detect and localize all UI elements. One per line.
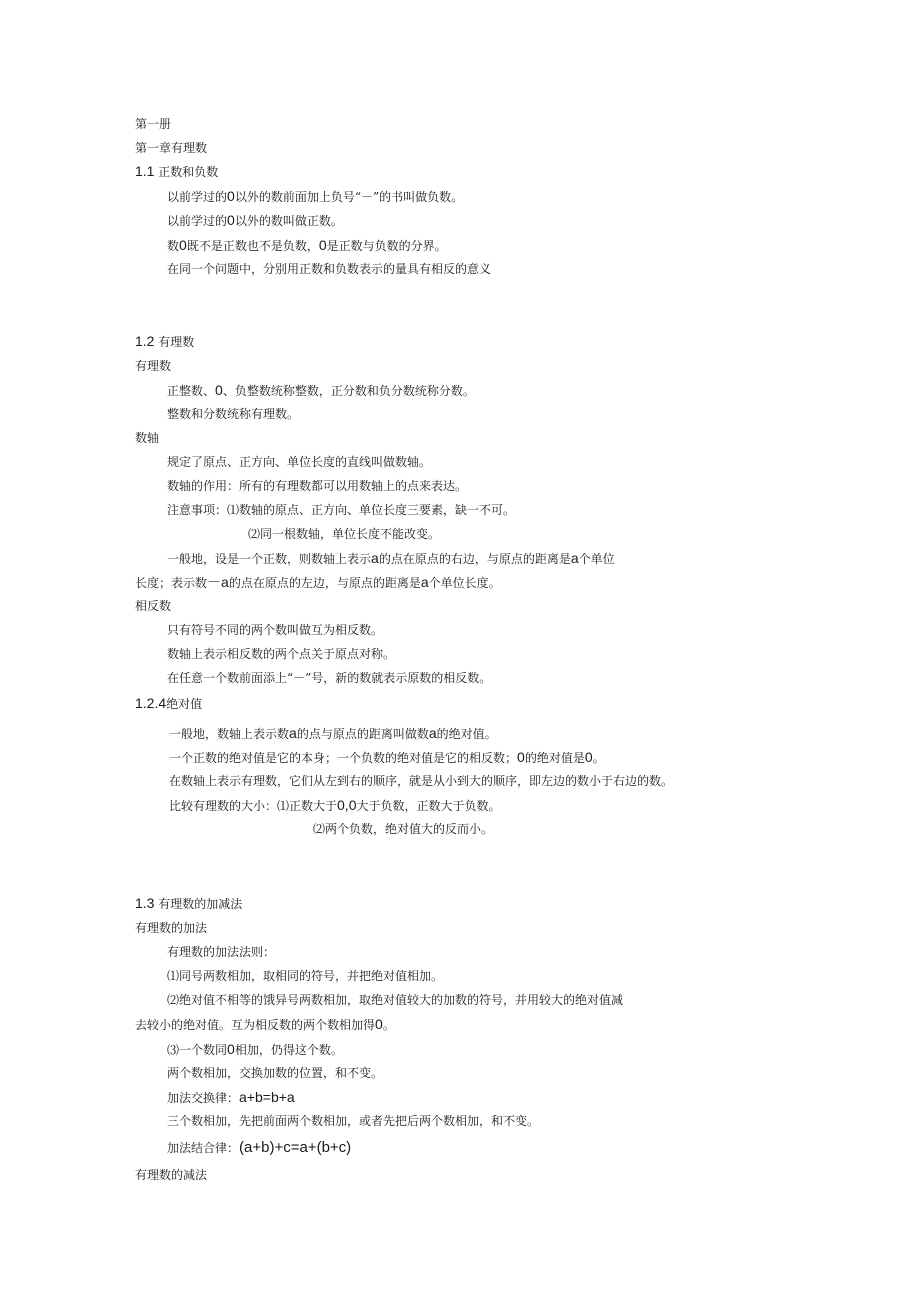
paragraph: ⑵绝对值不相等的饿异号两数相加，取绝对值较大的加数的符号，并用较大的绝对值减 — [167, 993, 624, 1007]
paragraph: ⑶一个数同0相加，仍得这个数。 — [167, 1041, 343, 1057]
section-1-2-4-heading — [135, 695, 202, 712]
paragraph: 在同一个问题中，分别用正数和负数表示的量具有相反的意义 — [167, 262, 492, 276]
section-title: 有理数 — [158, 335, 195, 349]
chapter-title: 第一章有理数 — [135, 141, 208, 155]
subheading: 相反数 — [135, 599, 172, 613]
paragraph: 一个正数的绝对值是它的本身；一个负数的绝对值是它的相反数；0的绝对值是0。 — [169, 749, 605, 765]
paragraph: 只有符号不同的两个数叫做互为相反数。 — [167, 623, 384, 637]
paragraph: 以前学过的0以外的数叫做正数。 — [167, 212, 343, 228]
section-title: 有理数的加减法 — [158, 897, 243, 911]
section-number: 1.2 — [135, 333, 155, 349]
section-title: 正数和负数 — [158, 165, 219, 179]
formula: (a+b)+c=a+(b+c) — [239, 1139, 352, 1156]
paragraph: 加法交换律：a+b=b+a — [167, 1089, 295, 1105]
paragraph: 正整数、0、负整数统称整数，正分数和负分数统称分数。 — [167, 382, 475, 398]
subheading: 有理数 — [135, 359, 172, 373]
paragraph: 在任意一个数前面添上“－”号，新的数就表示原数的相反数。 — [167, 671, 492, 685]
section-number: 1.3 — [135, 895, 155, 911]
section-title: 绝对值 — [166, 697, 203, 711]
paragraph: 一般地，设是一个正数，则数轴上表示a的点在原点的右边，与原点的距离是a个单位 — [167, 550, 615, 566]
paragraph: 有理数的加法法则： — [167, 945, 276, 959]
paragraph: 整数和分数统称有理数。 — [167, 407, 300, 421]
section-1-1-heading — [135, 163, 218, 180]
paragraph: 长度；表示数－a的点在原点的左边，与原点的距离是a个单位长度。 — [135, 574, 501, 590]
paragraph: 规定了原点、正方向、单位长度的直线叫做数轴。 — [167, 455, 432, 469]
section-1-3-heading — [135, 895, 242, 912]
paragraph: ⑵同一根数轴，单位长度不能改变。 — [248, 527, 441, 541]
section-number: 1.1 — [135, 163, 155, 179]
paragraph: 比较有理数的大小：⑴正数大于0,0大于负数，正数大于负数。 — [169, 797, 501, 813]
paragraph: ⑴同号两数相加，取相同的符号，并把绝对值相加。 — [167, 969, 444, 983]
book-title: 第一册 — [135, 117, 172, 131]
subheading: 有理数的加法 — [135, 921, 208, 935]
paragraph: 两个数相加，交换加数的位置，和不变。 — [167, 1066, 384, 1080]
paragraph: 数0既不是正数也不是负数，0是正数与负数的分界。 — [167, 237, 447, 253]
paragraph: 去较小的绝对值。互为相反数的两个数相加得0。 — [135, 1016, 395, 1032]
formula: a+b=b+a — [239, 1089, 295, 1105]
paragraph: 加法结合律：(a+b)+c=a+(b+c) — [167, 1139, 352, 1156]
paragraph: 一般地，数轴上表示数a的点与原点的距离叫做数a的绝对值。 — [169, 725, 497, 741]
subheading: 有理数的减法 — [135, 1168, 208, 1182]
section-number: 1.2.4 — [135, 695, 167, 711]
paragraph: 注意事项：⑴数轴的原点、正方向、单位长度三要素，缺一不可。 — [167, 503, 516, 517]
paragraph: 数轴的作用：所有的有理数都可以用数轴上的点来表达。 — [167, 479, 468, 493]
paragraph: 以前学过的0以外的数前面加上负号“－”的书叫做负数。 — [167, 188, 464, 204]
paragraph: 三个数相加，先把前面两个数相加，或者先把后两个数相加，和不变。 — [167, 1114, 540, 1128]
paragraph: ⑵两个负数，绝对值大的反而小。 — [313, 822, 494, 836]
subheading: 数轴 — [135, 431, 160, 445]
paragraph: 数轴上表示相反数的两个点关于原点对称。 — [167, 647, 396, 661]
section-1-2-heading — [135, 333, 194, 350]
paragraph: 在数轴上表示有理数，它们从左到右的顺序，就是从小到大的顺序，即左边的数小于右边的数。 — [169, 774, 674, 788]
